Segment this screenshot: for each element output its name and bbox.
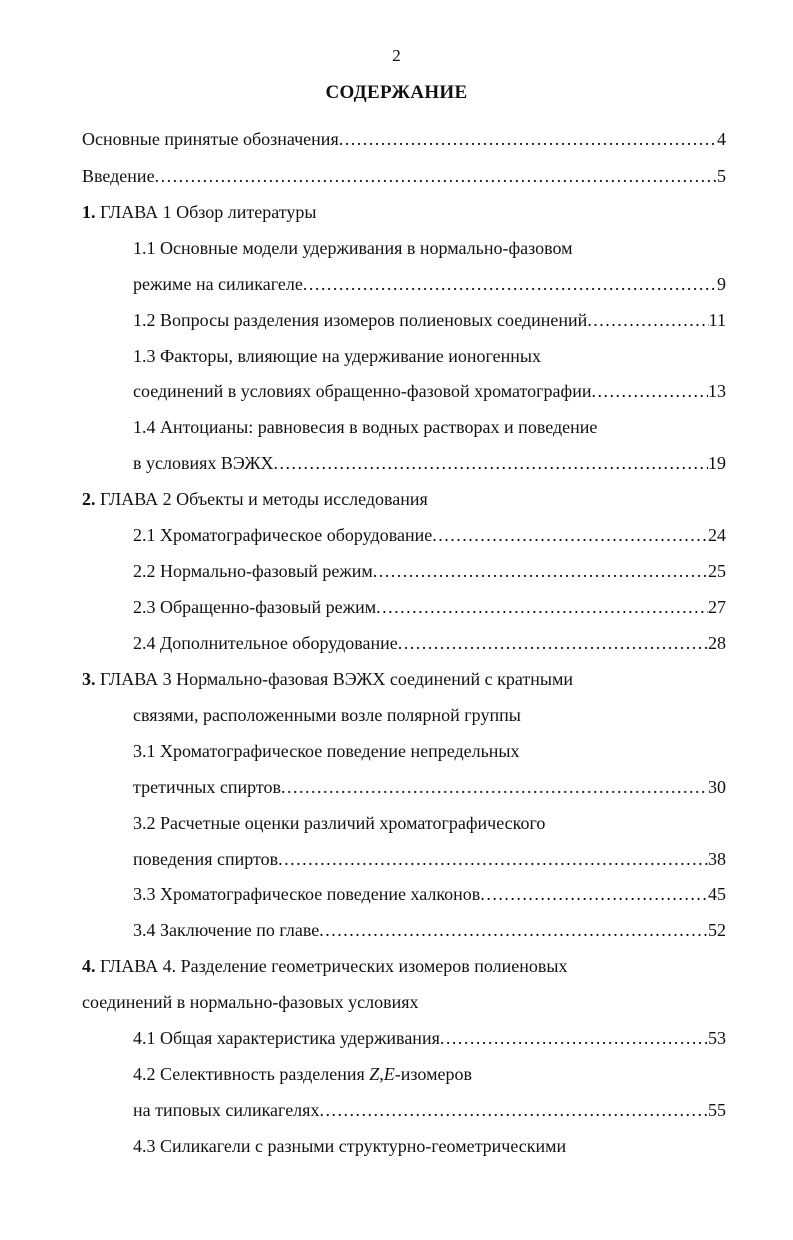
toc-entry-text: -изомеров bbox=[394, 1064, 472, 1084]
toc-entry-3-2[interactable] bbox=[133, 846, 726, 872]
toc-page-number: 13 bbox=[708, 381, 726, 401]
toc-entry-4-3-line1: 4.3 Силикагели с разными структурно-геометрическими bbox=[133, 1136, 567, 1156]
toc-entry-4-2-line1 bbox=[133, 1061, 472, 1087]
toc-entry-text: 3.4 Заключение по главе bbox=[133, 920, 320, 940]
chapter-title: ГЛАВА 3 Нормально-фазовая ВЭЖХ соединений с кратными bbox=[95, 669, 573, 689]
toc-entry-text: в условиях ВЭЖХ bbox=[133, 453, 274, 473]
toc-entry-notation[interactable] bbox=[82, 126, 726, 152]
toc-leader bbox=[281, 774, 708, 800]
toc-leader bbox=[303, 271, 717, 297]
toc-entry-text: на типовых силикагелях bbox=[133, 1100, 320, 1120]
toc-entry-1-3-line1: 1.3 Факторы, влияющие на удерживание ионогенных bbox=[133, 346, 541, 366]
toc-page-number: 9 bbox=[717, 274, 726, 294]
toc-leader bbox=[376, 594, 708, 620]
toc-leader bbox=[319, 1097, 708, 1123]
toc-page-number: 11 bbox=[708, 310, 726, 330]
toc-entry-text: третичных спиртов bbox=[133, 777, 281, 797]
toc-entry-text: 3.3 Хроматографическое поведение халконов bbox=[133, 884, 481, 904]
toc-chapter-3-line2: связями, расположенными возле полярной группы bbox=[133, 705, 521, 725]
toc-leader bbox=[440, 1025, 708, 1051]
toc-page-number: 30 bbox=[708, 777, 726, 797]
chapter-number: 2. bbox=[82, 489, 96, 509]
toc-entry-text: соединений в условиях обращенно-фазовой хроматографии bbox=[133, 381, 592, 401]
toc-page-number: 19 bbox=[708, 453, 726, 473]
toc-page-number: 53 bbox=[708, 1028, 726, 1048]
page-title: СОДЕРЖАНИЕ bbox=[325, 82, 468, 103]
toc-page-number: 24 bbox=[708, 525, 726, 545]
toc-entry-text: режиме на силикагеле bbox=[133, 274, 303, 294]
toc-entry-2-1[interactable] bbox=[133, 522, 726, 548]
toc-entry-text: Введение bbox=[82, 166, 155, 186]
toc-page-number: 45 bbox=[708, 884, 726, 904]
toc-chapter-2[interactable] bbox=[82, 486, 428, 512]
toc-entry-1-1-line1: 1.1 Основные модели удерживания в нормально-фазовом bbox=[133, 238, 573, 258]
toc-entry-2-4[interactable] bbox=[133, 630, 726, 656]
isomer-label: Z,E bbox=[369, 1064, 395, 1084]
toc-entry-text: 2.3 Обращенно-фазовый режим bbox=[133, 597, 377, 617]
toc-entry-text: Основные принятые обозначения bbox=[82, 129, 339, 149]
toc-page-number: 52 bbox=[708, 920, 726, 940]
toc-leader bbox=[587, 307, 708, 333]
toc-page-number: 38 bbox=[708, 849, 726, 869]
toc-entry-3-4[interactable] bbox=[133, 917, 726, 943]
chapter-number: 4. bbox=[82, 956, 96, 976]
toc-leader bbox=[319, 917, 708, 943]
toc-entry-text: поведения спиртов bbox=[133, 849, 279, 869]
toc-page-number: 5 bbox=[717, 166, 726, 186]
chapter-number: 1. bbox=[82, 202, 96, 222]
toc-entry-1-1[interactable] bbox=[133, 271, 726, 297]
toc-page-number: 25 bbox=[708, 561, 726, 581]
toc-leader bbox=[398, 630, 708, 656]
toc-entry-intro[interactable] bbox=[82, 163, 726, 189]
toc-entry-text: 2.2 Нормально-фазовый режим bbox=[133, 561, 373, 581]
toc-page-number: 4 bbox=[717, 129, 726, 149]
toc-leader bbox=[432, 522, 708, 548]
toc-leader bbox=[591, 378, 708, 404]
toc-page-number: 55 bbox=[708, 1100, 726, 1120]
toc-chapter-1[interactable] bbox=[82, 199, 317, 225]
toc-entry-2-3[interactable] bbox=[133, 594, 726, 620]
toc-entry-3-2-line1: 3.2 Расчетные оценки различий хроматографического bbox=[133, 813, 546, 833]
toc-entry-4-1[interactable] bbox=[133, 1025, 726, 1051]
toc-entry-1-2[interactable] bbox=[133, 307, 726, 333]
toc-chapter-3[interactable] bbox=[82, 666, 573, 692]
chapter-title: ГЛАВА 1 Обзор литературы bbox=[95, 202, 317, 222]
toc-leader bbox=[155, 163, 717, 189]
toc-entry-1-3[interactable] bbox=[133, 378, 726, 404]
toc-entry-1-4-line1: 1.4 Антоцианы: равновесия в водных растворах и поведение bbox=[133, 417, 598, 437]
chapter-title: ГЛАВА 4. Разделение геометрических изомеров полиеновых bbox=[95, 956, 568, 976]
toc-entry-3-1-line1: 3.1 Хроматографическое поведение непредельных bbox=[133, 741, 520, 761]
toc-leader bbox=[373, 558, 708, 584]
toc-entry-1-4[interactable] bbox=[133, 450, 726, 476]
toc-leader bbox=[339, 126, 717, 152]
page-number: 2 bbox=[392, 46, 401, 65]
toc-entry-text: 4.1 Общая характеристика удерживания bbox=[133, 1028, 440, 1048]
toc-leader bbox=[480, 881, 708, 907]
toc-entry-text: 4.2 Селективность разделения bbox=[133, 1064, 370, 1084]
toc-entry-text: 1.2 Вопросы разделения изомеров полиеновых соединений bbox=[133, 310, 588, 330]
toc-page-number: 27 bbox=[708, 597, 726, 617]
toc-entry-text: 2.1 Хроматографическое оборудование bbox=[133, 525, 433, 545]
toc-page-number: 28 bbox=[708, 633, 726, 653]
toc-leader bbox=[278, 846, 708, 872]
toc-entry-2-2[interactable] bbox=[133, 558, 726, 584]
chapter-title: ГЛАВА 2 Объекты и методы исследования bbox=[95, 489, 428, 509]
toc-chapter-4[interactable] bbox=[82, 953, 567, 979]
chapter-number: 3. bbox=[82, 669, 96, 689]
toc-entry-text: 2.4 Дополнительное оборудование bbox=[133, 633, 398, 653]
toc-entry-3-3[interactable] bbox=[133, 881, 726, 907]
toc-leader bbox=[273, 450, 708, 476]
toc-entry-4-2[interactable] bbox=[133, 1097, 726, 1123]
toc-entry-3-1[interactable] bbox=[133, 774, 726, 800]
toc-chapter-4-line2: соединений в нормально-фазовых условиях bbox=[82, 992, 419, 1012]
